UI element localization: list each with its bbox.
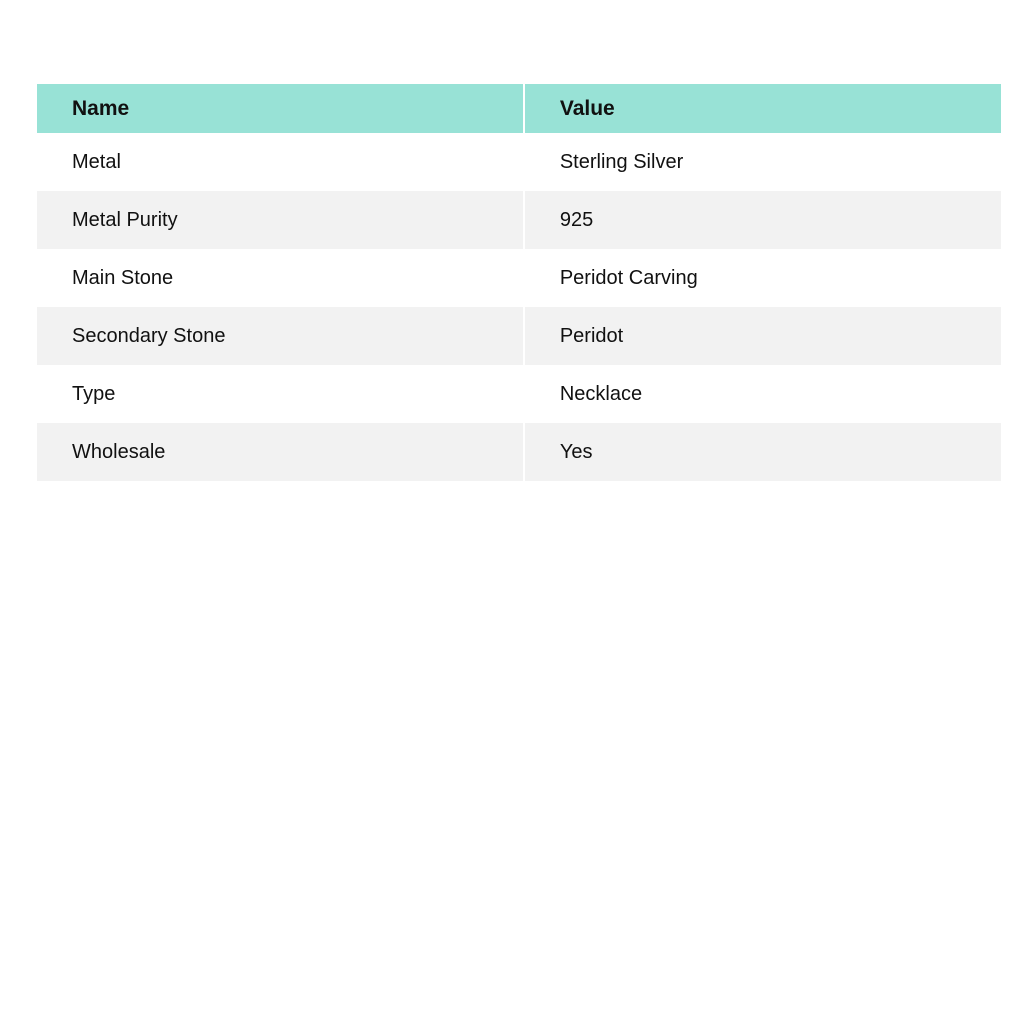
table-row xyxy=(37,365,1001,423)
table-header-row xyxy=(37,84,1001,133)
column-header-name: Name xyxy=(37,84,523,133)
table-row xyxy=(37,423,1001,481)
spec-name-cell: Secondary Stone xyxy=(37,307,523,365)
spec-value-cell: Necklace xyxy=(523,365,1001,423)
spec-name-cell: Metal Purity xyxy=(37,191,523,249)
table-row xyxy=(37,133,1001,191)
product-spec-table xyxy=(37,84,1001,481)
table-row xyxy=(37,249,1001,307)
spec-name-cell: Metal xyxy=(37,133,523,191)
spec-name-cell: Type xyxy=(37,365,523,423)
spec-value-cell: Yes xyxy=(523,423,1001,481)
spec-value-cell: Sterling Silver xyxy=(523,133,1001,191)
spec-value-cell: Peridot xyxy=(523,307,1001,365)
table-row xyxy=(37,307,1001,365)
spec-value-cell: Peridot Carving xyxy=(523,249,1001,307)
table-row xyxy=(37,191,1001,249)
column-header-value: Value xyxy=(523,84,1001,133)
spec-value-cell: 925 xyxy=(523,191,1001,249)
spec-table-body xyxy=(37,133,1001,481)
spec-name-cell: Wholesale xyxy=(37,423,523,481)
spec-name-cell: Main Stone xyxy=(37,249,523,307)
